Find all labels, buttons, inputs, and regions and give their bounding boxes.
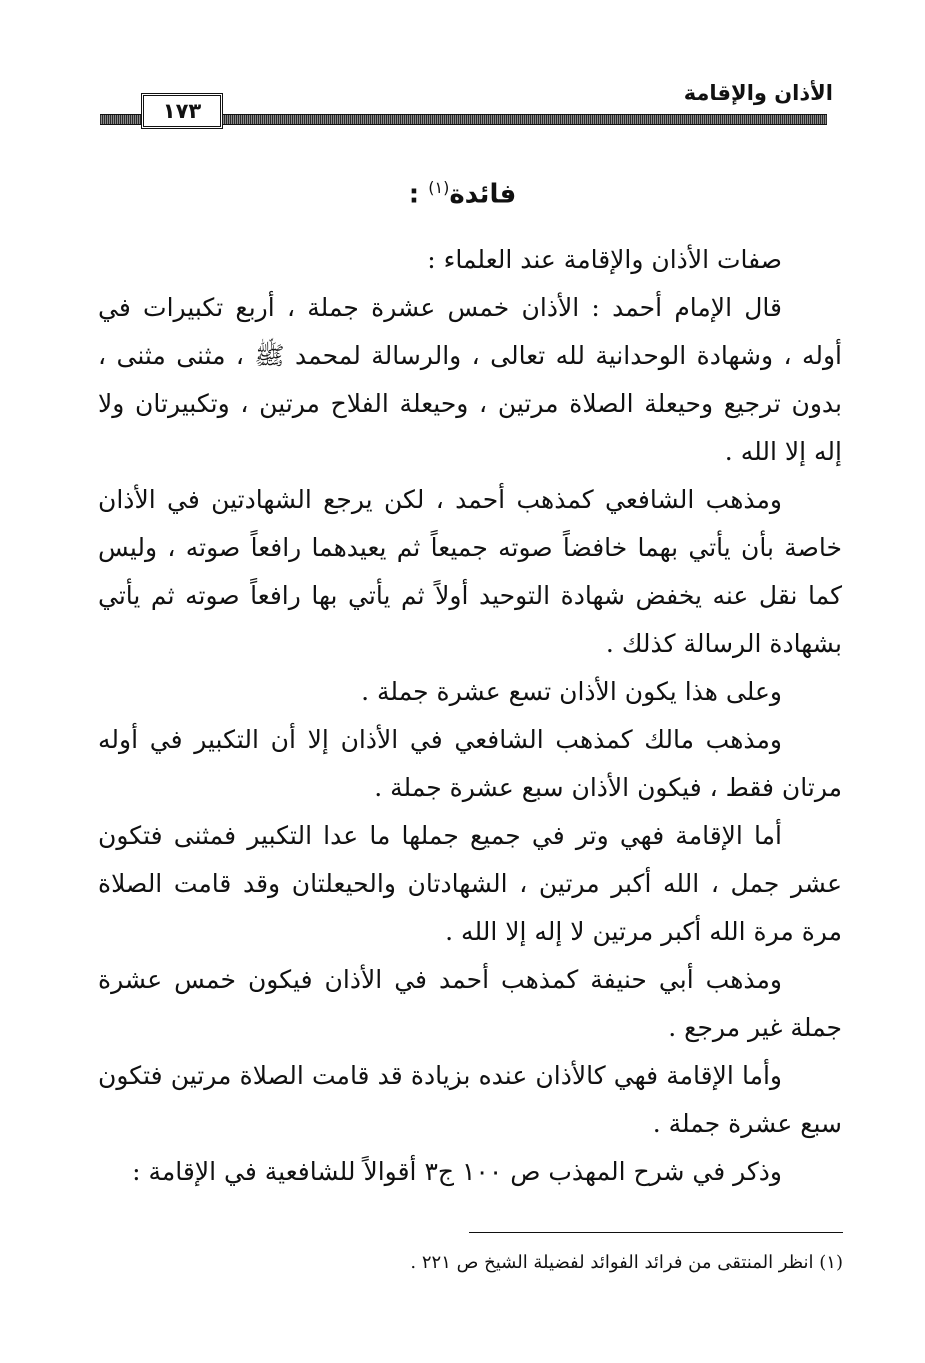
footnote-marker: (١) [819,1252,843,1273]
footnote-divider [469,1232,843,1233]
paragraph: ومذهب الشافعي كمذهب أحمد ، لكن يرجع الشهادتين في الأذان خاصة بأن يأتي بهما خافضاً صوته جميعاً ثم يعيدهما رافعاً صوته ، وليس كما نقل عنه يخفض شهادة التوحيد أولاً ثم يأتي بها رافعاً صوته ثم يأتي بشهادة الرسالة كذلك . [98,485,842,658]
paragraph: صفات الأذان والإقامة عند العلماء : [427,245,782,274]
running-title: الأذان والإقامة [683,81,833,105]
section-heading [0,168,925,215]
paragraph: وعلى هذا يكون الأذان تسع عشرة جملة . [361,677,782,706]
paragraph: ومذهب أبي حنيفة كمذهب أحمد في الأذان فيكون خمس عشرة جملة غير مرجع . [98,965,842,1042]
paragraph: وأما الإقامة فهي كالأذان عنده بزيادة قد قامت الصلاة مرتين فتكون سبع عشرة جملة . [98,1061,842,1138]
paragraph: وذكر في شرح المهذب ص ١٠٠ ج٣ أقوالاً للشافعية في الإقامة : [132,1157,782,1186]
section-heading-text: فائدة [449,179,517,210]
paragraph: أما الإقامة فهي وتر في جميع جملها ما عدا التكبير فمثنى فتكون عشر جمل ، الله أكبر مرتين ، الشهادتان والحيعلتان وقد قامت الصلاة مرة مرة الله أكبر مرتين لا إله إلا الله . [98,821,842,946]
paragraph: ومذهب مالك كمذهب الشافعي في الأذان إلا أن التكبير في أوله مرتان فقط ، فيكون الأذان سبع عشرة جملة . [98,725,842,802]
footnote-text: انظر المنتقى من فرائد الفوائد لفضيلة الشيخ ص ٢٢١ . [410,1252,814,1273]
page-number: ١٧٣ [141,93,223,129]
footnote-reference[interactable]: (١) [428,178,450,197]
body-text [98,236,842,1196]
section-heading-colon: : [408,179,429,210]
paragraph: قال الإمام أحمد : الأذان خمس عشرة جملة ، أربع تكبيرات في أوله ، وشهادة الوحدانية لله تعالى ، والرسالة لمحمد ﷺ ، مثنى مثنى ، بدون ترجيع وحيعلة الصلاة مرتين ، وحيعلة الفلاح مرتين ، وتكبيرتان ولا إله إلا الله . [98,293,842,466]
footnote [410,1248,843,1278]
